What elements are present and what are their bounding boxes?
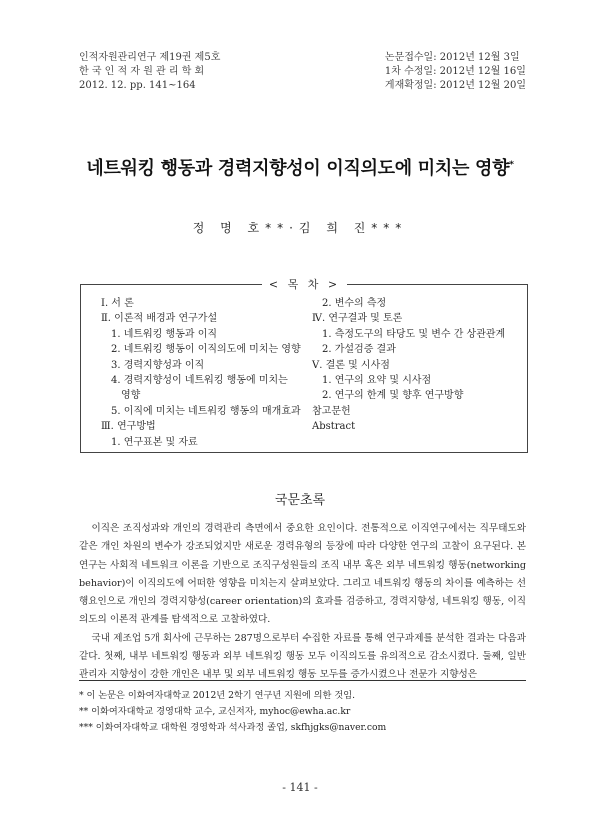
date-line: 게재확정일: 2012년 12월 20일: [384, 80, 526, 91]
footnote: *** 이화여자대학교 대학원 경영학과 석사과정 졸업, skfhjgks@naver.com: [79, 722, 387, 733]
toc-top-rule: [80, 284, 262, 285]
page-number: - 141 -: [282, 781, 318, 794]
abstract-paragraph: 국내 제조업 5개 회사에 근무하는 287명으로부터 수집한 자료를 통해 연구과제를 분석한 결과는 다음과 같다. 첫째, 내부 네트워킹 행동과 외부 네트워킹 행동 모두 이직의도를 유의적으로 감소시켰다. 둘째, 일반관리자 지향성이 강한 개인은 내부 및 외부 네트워킹 행동 모두를 증가시켰으나 전문가 지향성은: [79, 632, 526, 681]
toc-item: 참고문헌: [312, 405, 351, 417]
journal-line: 2012. 12. pp. 141~164: [79, 80, 196, 91]
toc-item: 1. 연구표본 및 자료: [111, 436, 198, 448]
journal-line: 인적자원관리연구 제19권 제5호: [79, 52, 221, 63]
journal-line: 한 국 인 적 자 원 관 리 학 회: [79, 66, 205, 77]
abstract-title: 국문초록: [274, 493, 326, 508]
toc-item: 5. 이직에 미치는 네트워킹 행동의 매개효과: [111, 405, 301, 417]
date-line: 1차 수정일: 2012년 12월 16일: [384, 66, 526, 77]
toc-item: 2. 가설검증 결과: [322, 344, 396, 356]
toc-item: Ⅲ. 연구방법: [101, 421, 156, 433]
footnote: ** 이화여자대학교 경영대학 교수, 교신저자, myhoc@ewha.ac.kr: [79, 706, 351, 717]
toc-item: Ⅴ. 결론 및 시사점: [312, 359, 390, 371]
toc-item: Abstract: [312, 421, 356, 433]
toc-item: 1. 측정도구의 타당도 및 변수 간 상관관계: [322, 328, 506, 340]
footnote: * 이 논문은 이화여자대학교 2012년 2학기 연구년 지원에 의한 것임.: [79, 690, 356, 701]
footnotes: [79, 688, 526, 736]
toc-item: Ⅳ. 연구결과 및 토론: [312, 313, 403, 325]
toc-item: 2. 연구의 한계 및 향후 연구방향: [322, 390, 464, 402]
footnote-rule: [79, 680, 526, 681]
toc-item: Ⅱ. 이론적 배경과 연구가설: [101, 313, 218, 325]
submission-dates: [385, 51, 526, 93]
abstract-paragraph: 이직은 조직성과와 개인의 경력관리 측면에서 중요한 요인이다. 전통적으로 이직연구에서는 직무태도와 같은 개인 차원의 변수가 강조되었지만 새로운 경력유형의 등장에 따라 다양한 연구의 고찰이 요구된다. 본 연구는 사회적 네트워크 이론을 기반으로 조직구성원들의 조직 내부 혹은 외부 네트워킹 행동(networking behavior)이 이직의도에 어떠한 영향을 미치는지 살펴보았다. 그리고 네트워킹 행동의 차이를 예측하는 선행요인으로 개인의 경력지향성(career orientation)의 효과를 검증하고, 경력지향성, 네트워킹 행동, 이직의도의 이론적 관계를 탐색적으로 고찰하였다.: [79, 523, 526, 626]
paper-title-text: 네트워킹 행동과 경력지향성이 이직의도에 미치는 영향: [86, 158, 510, 179]
toc-label: < 목 차 >: [268, 278, 341, 291]
toc-item: 1. 네트워킹 행동과 이직: [111, 328, 218, 340]
toc-item: 2. 네트워킹 행동이 이직의도에 미치는 영향: [111, 344, 301, 356]
toc-left-column: [101, 296, 301, 450]
toc-item: 1. 연구의 요약 및 시사점: [322, 375, 432, 387]
journal-info: [79, 51, 220, 93]
authors: 정 명 호**·김 희 진***: [192, 221, 408, 235]
title-footnote-mark: *: [509, 160, 514, 170]
toc-top-rule: [347, 284, 527, 285]
toc-item: Ⅰ. 서 론: [101, 298, 134, 309]
toc-item: 영향: [121, 390, 141, 402]
toc-right-column: [312, 296, 522, 435]
paper-title: [0, 154, 600, 180]
toc-item: 3. 경력지향성과 이직: [111, 359, 205, 371]
toc-item: 2. 변수의 측정: [322, 298, 387, 309]
abstract-body: [79, 520, 526, 685]
toc-item: 4. 경력지향성이 네트워킹 행동에 미치는: [111, 375, 288, 387]
date-line: 논문접수일: 2012년 12월 3일: [384, 52, 520, 63]
